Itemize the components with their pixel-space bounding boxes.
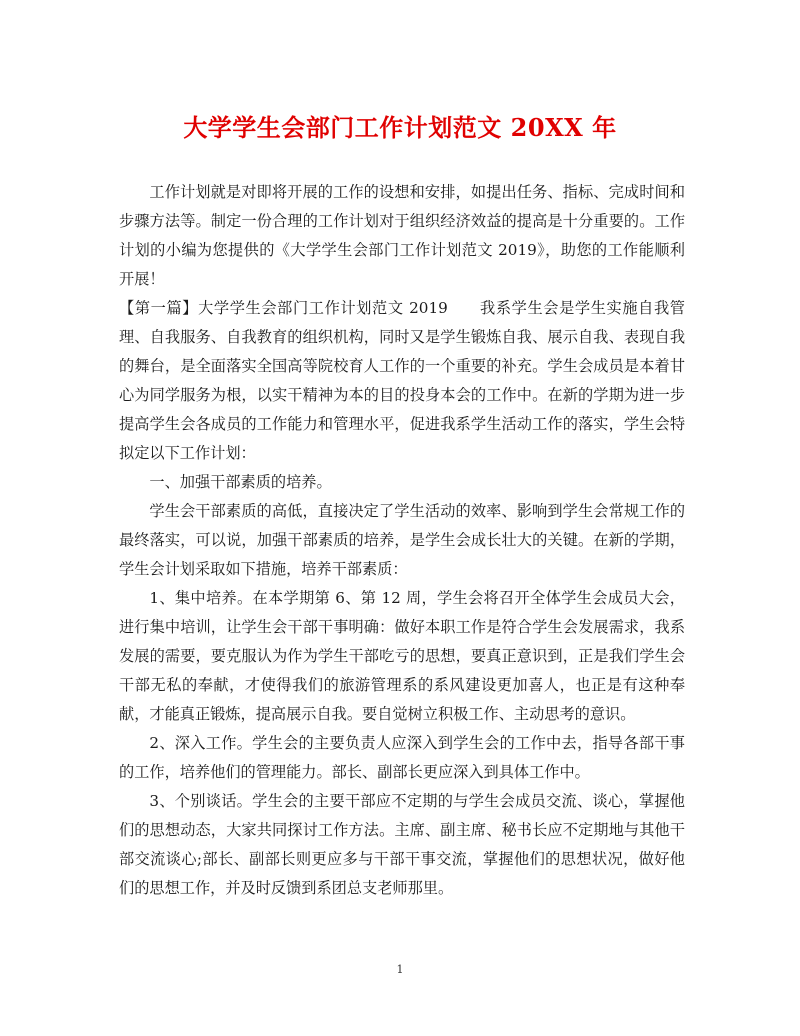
section-heading: 一、加强干部素质的培养。 <box>149 473 332 491</box>
document-title: 大学学生会部门工作计划范文 20XX 年 <box>183 113 617 142</box>
paragraph-cadre-quality: 学生会干部素质的高低，直接决定了学生活动的效率、影响到学生会常规工作的最终落实，可以说，加强干部素质的培养，是学生会成长壮大的关键。在新的学期，学生会计划采取如下措施，培养干部素质： <box>119 502 685 578</box>
paragraph-measure-3: 3、个别谈话。学生会的主要干部应不定期的与学生会成员交流、谈心，掌握他们的思想动态，大家共同探讨工作方法。主席、副主席、秘书长应不定期地与其他干部交流谈心;部长、副部长则更应多与干部干事交流，掌握他们的思想状况，做好他们的思想工作，并及时反馈到系团总支老师那里。 <box>119 792 685 897</box>
paragraph-measure-1: 1、集中培养。在本学期第 6、第 12 周，学生会将召开全体学生会成员大会，进行集中培训，让学生会干部干事明确：做好本职工作是符合学生会发展需求，我系发展的需要，要克服认为作为学生干部吃亏的思想，要真正意识到，正是我们学生会干部无私的奉献，才使得我们的旅游管理系的系风建设更加喜人，也正是有这种奉献，才能真正锻炼，提高展示自我。要自觉树立积极工作、主动思考的意识。 <box>119 589 685 723</box>
paragraph-first-article: 【第一篇】大学学生会部门工作计划范文 2019 我系学生会是学生实施自我管理、自我服务、自我教育的组织机构，同时又是学生锻炼自我、展示自我、表现自我的舞台，是全面落实全国高等院校育人工作的一个重要的补充。学生会成员是本着甘心为同学服务为根，以实干精神为本的目的投身本会的工作中。在新的学期为进一步提高学生会各成员的工作能力和管理水平，促进我系学生活动工作的落实，学生会特拟定以下工作计划： <box>119 299 685 462</box>
paragraph-measure-2: 2、深入工作。学生会的主要负责人应深入到学生会的工作中去，指导各部干事的工作，培养他们的管理能力。部长、副部长更应深入到具体工作中。 <box>119 734 685 781</box>
paragraph-intro: 工作计划就是对即将开展的工作的设想和安排，如提出任务、指标、完成时间和步骤方法等。制定一份合理的工作计划对于组织经济效益的提高是十分重要的。工作计划的小编为您提供的《大学学生会部门工作计划范文 2019》，助您的工作能顺利开展！ <box>119 183 685 288</box>
page-number: 1 <box>396 963 404 976</box>
document-body <box>119 178 685 903</box>
